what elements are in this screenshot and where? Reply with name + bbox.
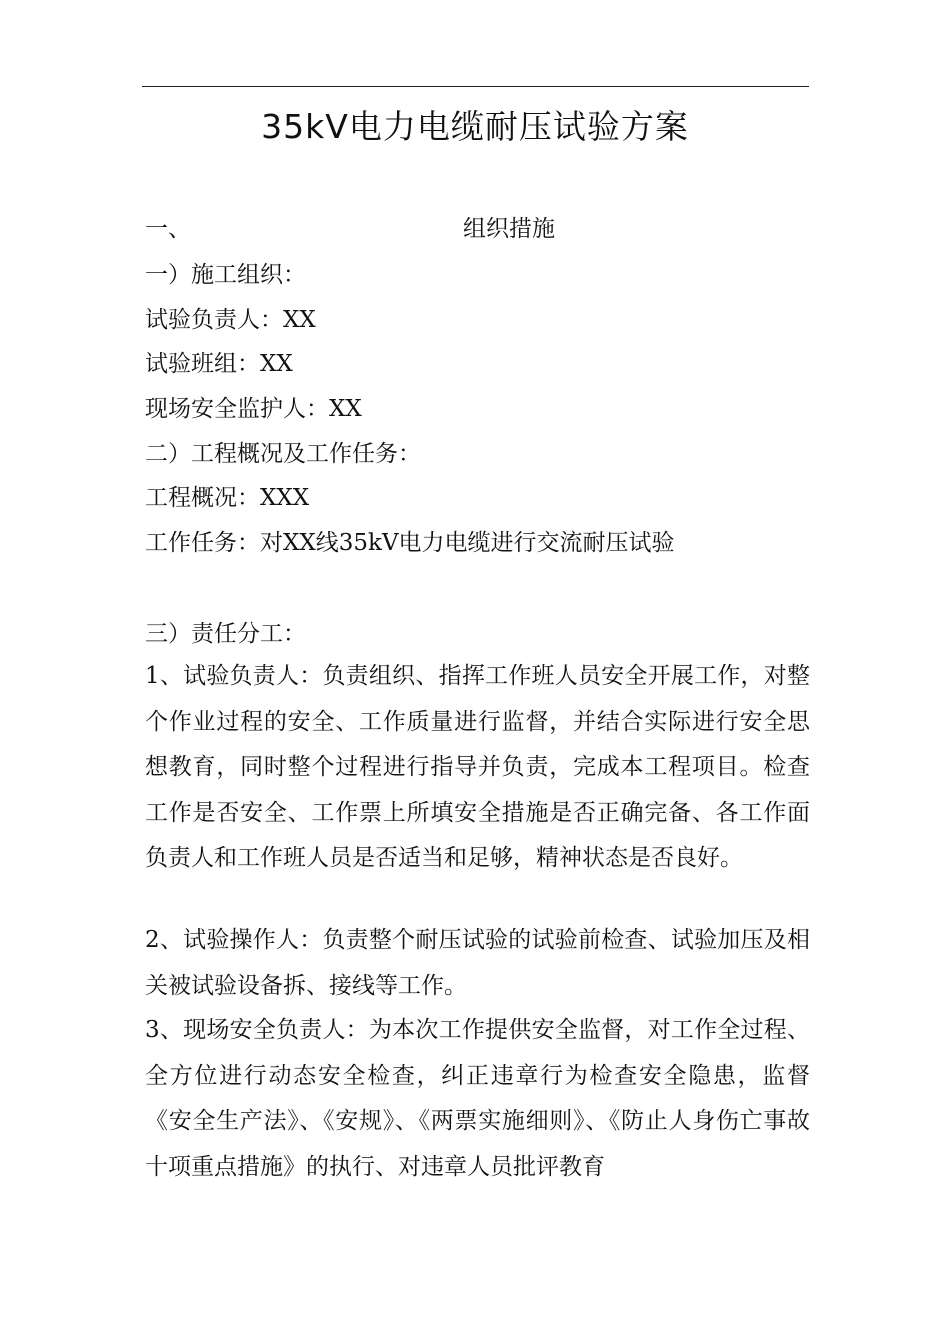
safety-guardian-line: 现场安全监护人：XX (145, 396, 362, 422)
subsection-heading-responsibilities: 三）责任分工： (145, 621, 306, 647)
document-title: 35kV电力电缆耐压试验方案 (261, 107, 689, 146)
header-rule (142, 86, 809, 87)
project-overview-line: 工程概况：XXX (145, 485, 310, 511)
section-name: 组织措施 (463, 216, 555, 242)
section-heading (145, 212, 810, 246)
section-number: 一、 (145, 216, 191, 242)
responsibility-item-1: 1、试验负责人：负责组织、指挥工作班人员安全开展工作，对整个作业过程的安全、工作质量进行监督，并结合实际进行安全思想教育，同时整个过程进行指导并负责，完成本工程项目。检查工作是否安全、工作票上所填安全措施是否正确完备、各工作面负责人和工作班人员是否适当和足够，精神状态是否良好。 (145, 663, 810, 871)
responsibility-item-2: 2、试验操作人：负责整个耐压试验的试验前检查、试验加压及相关被试验设备拆、接线等工作。 (145, 927, 810, 999)
test-leader-line: 试验负责人：XX (145, 307, 316, 333)
subsection-heading-overview: 二）工程概况及工作任务： (145, 441, 421, 467)
test-team-line: 试验班组：XX (145, 351, 293, 377)
subsection-heading-organization: 一）施工组织： (145, 262, 306, 288)
responsibility-item-3: 3、现场安全负责人：为本次工作提供安全监督，对工作全过程、全方位进行动态安全检查，纠正违章行为检查安全隐患，监督《安全生产法》、《安规》、《两票实施细则》、《防止人身伤亡事故十项重点措施》的执行、对违章人员批评教育 (145, 1017, 810, 1180)
work-task-line: 工作任务：对XX线35kV电力电缆进行交流耐压试验 (145, 530, 675, 556)
